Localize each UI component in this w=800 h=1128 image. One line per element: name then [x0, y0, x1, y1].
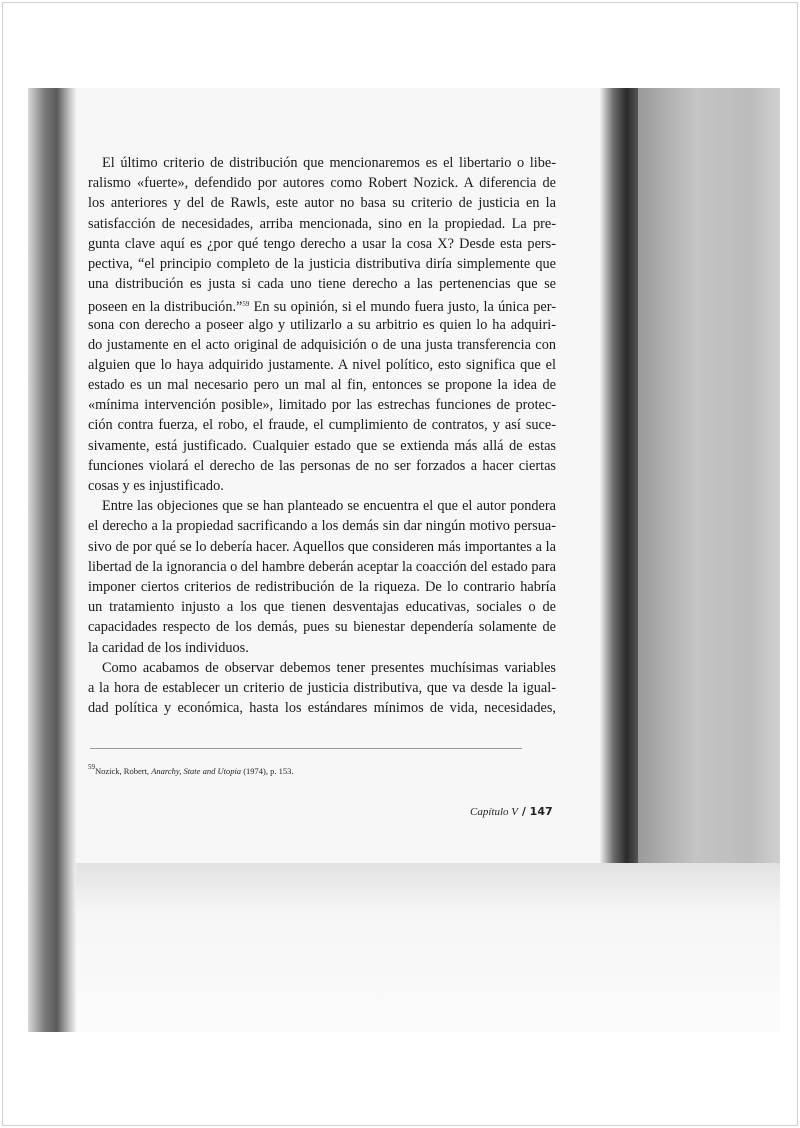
chapter-label: Capítulo V [470, 806, 518, 818]
footnote-ref: 59 [242, 300, 250, 309]
text-line: estado es un mal necesario pero un mal al fin, entonces se propone la idea de [88, 377, 556, 394]
footnote-number: 59 [88, 763, 95, 771]
text-line: ción contra fuerza, el robo, el fraude, el cumplimiento de contratos, y así suce- [88, 417, 556, 434]
text-line: do justamente en el acto original de adquisición o de una justa transferencia con [88, 336, 556, 353]
page-folio [470, 805, 553, 818]
text-line: a la hora de establecer un criterio de justicia distributiva, que va desde la igual- [88, 679, 556, 696]
text-line: imponer ciertos criterios de redistribución de la riqueza. De lo contrario habría [88, 578, 556, 595]
text-line: cosas y es injustificado. [88, 478, 224, 494]
text-line: los anteriores y del de Rawls, este autor no basa su criterio de justicia en la [88, 195, 556, 212]
text-line: ralismo «fuerte», defendido por autores como Robert Nozick. A diferencia de [88, 175, 556, 192]
text-line: capacidades respecto de los demás, pues su bienestar dependería solamente de [88, 619, 556, 636]
text-line: Como acabamos de observar debemos tener presentes muchísimas variables [102, 659, 556, 676]
footnote-title: Anarchy, State and Utopia [151, 766, 242, 776]
text-line: sivo de por qué se lo debería hacer. Aquellos que consideren más importantes a la [88, 538, 556, 555]
text-line: El último criterio de distribución que mencionaremos es el libertario o libe- [102, 155, 556, 171]
scanner-bed [76, 863, 780, 1032]
footnote-rest: (1974), p. 153. [241, 766, 294, 776]
page-edge-shadow [600, 88, 638, 868]
text-line: alguien que lo haya adquirido justamente. A nivel político, esto significa que el [88, 356, 556, 373]
text-line: Entre las objeciones que se han planteado se encuentra el que el autor pondera [102, 498, 556, 515]
text-fragment: En su opinión, si el mundo fuera justo, la única per- [249, 299, 556, 316]
text-line: la caridad de los individuos. [88, 639, 249, 656]
folio-separator: / [517, 805, 530, 818]
text-line: libertad de la ignorancia o del hambre deberán aceptar la coacción del estado para [88, 558, 556, 575]
text-fragment: poseen en la distribución.” [88, 299, 243, 316]
text-line: el derecho a la propiedad sacrificando a los demás sin dar ningún motivo persua- [88, 518, 556, 535]
text-line: una distribución es justa si cada uno tiene derecho a las pertenencias que se [88, 276, 556, 293]
footnote-author: Nozick, Robert, [95, 766, 152, 776]
text-line: dad política y económica, hasta los estándares mínimos de vida, necesidades, [88, 700, 556, 717]
text-line: gunta clave aquí es ¿por qué tengo derecho a usar la cosa X? Desde esta pers- [88, 235, 556, 252]
text-line: sivamente, está justificado. Cualquier estado que se extienda más allá de estas [88, 437, 556, 454]
scanner-background [638, 88, 780, 868]
text-line [88, 294, 556, 314]
text-line: funciones violará el derecho de las personas de no ser forzados a hacer ciertas [88, 457, 556, 474]
page-number: 147 [529, 805, 553, 818]
book-binding-shadow [28, 88, 76, 1032]
text-line: pectiva, “el principio completo de la justicia distributiva diría simplemente que [88, 255, 556, 272]
text-line: satisfacción de necesidades, arriba mencionada, sino en la propiedad. La pre- [88, 215, 556, 232]
footnote [88, 763, 293, 776]
text-line: un tratamiento injusto a los que tienen desventajas educativas, sociales o de [88, 599, 556, 616]
footnote-divider [90, 748, 522, 749]
text-line: sona con derecho a poseer algo y utilizarlo a su arbitrio es quien lo ha adquiri- [88, 316, 556, 333]
text-line: «mínima intervención posible», limitado por las estrechas funciones de protec- [88, 397, 556, 414]
body-text [88, 153, 556, 718]
